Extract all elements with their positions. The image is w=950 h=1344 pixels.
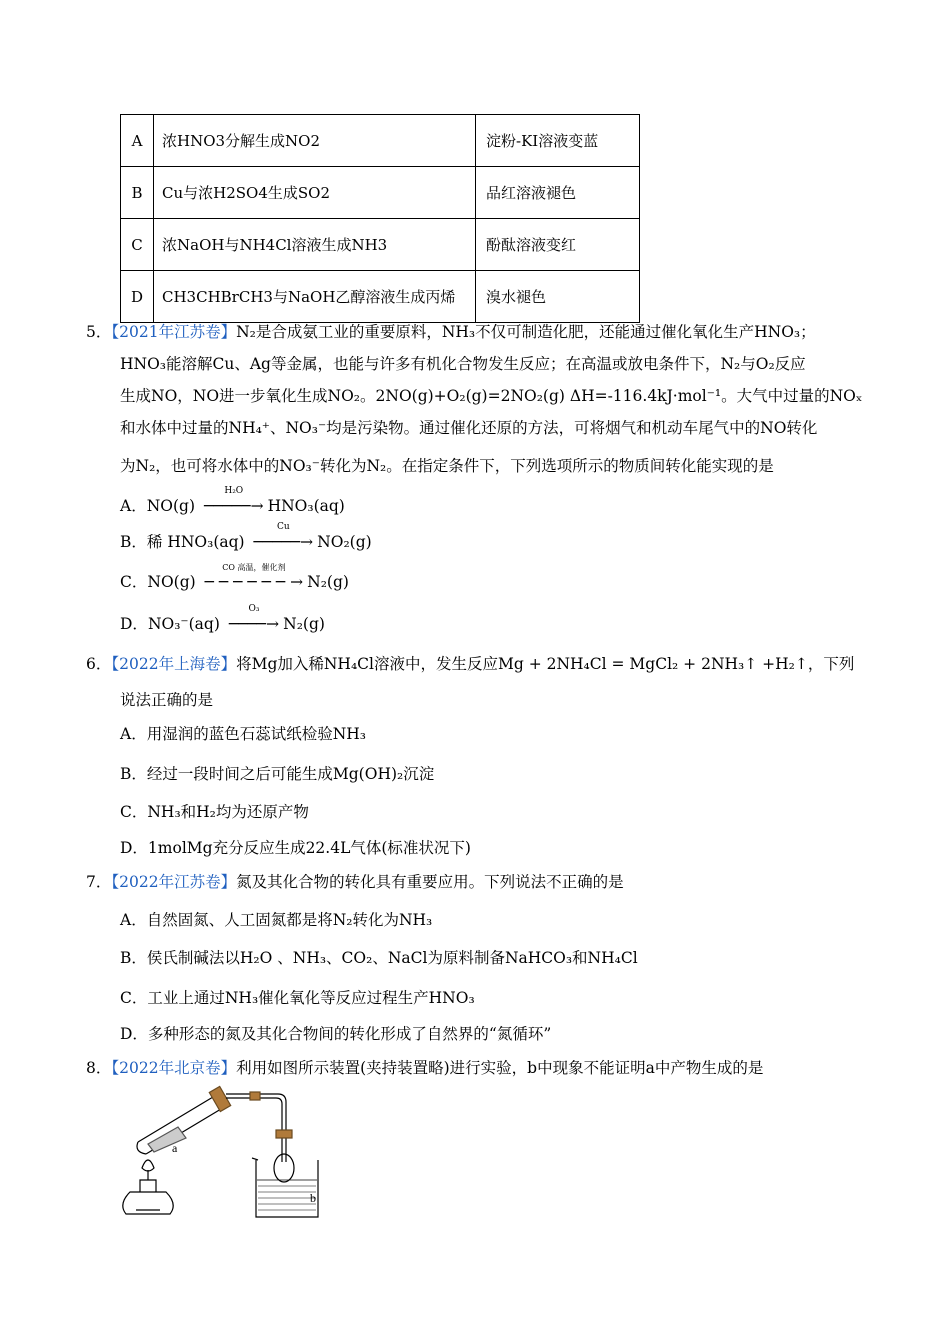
row-content: CH3CHBrCH3与NaOH乙醇溶液生成丙烯 [154,271,476,323]
question-source-tag: 【2022年江苏卷】 [111,873,237,891]
q6-first-line [86,652,854,674]
row-content: Cu与浓H2SO4生成SO2 [154,167,476,219]
q6-option-a: A．用湿润的蓝色石蕊试纸检验NH₃ [120,725,366,743]
q7-first-line [86,870,624,892]
reaction-arrow-icon: Cu ─────→ [250,533,318,551]
question-number: 7． [86,873,112,891]
row-result: 溴水褪色 [476,271,640,323]
q5-stem-line: HNO₃能溶解Cu、Ag等金属，也能与许多有机化合物发生反应；在高温或放电条件下，N₂与O₂反应 [120,355,806,373]
q6-stem-line: 说法正确的是 [120,691,214,709]
question-number: 6． [86,655,112,673]
row-content: 浓NaOH与NH4Cl溶液生成NH3 [154,219,476,271]
row-result: 品红溶液褪色 [476,167,640,219]
row-result: 酚酞溶液变红 [476,219,640,271]
q5-stem-line: 为N₂，也可将水体中的NO₃⁻转化为N₂。在指定条件下，下列选项所示的物质间转化能实现的是 [120,457,774,475]
reaction-arrow-icon: CO 高温，催化剂 ─ ─ ─ ─ ─ ─ → [201,573,308,591]
reaction-arrow-icon: H₂O ─────→ [200,497,268,515]
row-content: 浓HNO3分解生成NO2 [154,115,476,167]
q7-option-b: B．侯氏制碱法以H₂O 、NH₃、CO₂、NaCl为原料制备NaHCO₃和NH₄Cl [120,949,638,967]
q5-option-a [120,486,345,516]
table-row [121,219,640,271]
q6-option-b: B．经过一段时间之后可能生成Mg(OH)₂沉淀 [120,765,435,783]
option-product: N₂(g) [283,615,325,633]
option-reactant: 稀 HNO₃(aq) [146,533,245,551]
options-table [120,114,640,323]
row-key: D [121,271,154,323]
table-row [121,115,640,167]
row-key: A [121,115,154,167]
q8-first-line [86,1056,763,1078]
option-reactant: NO(g) [147,573,196,591]
arrow-condition: Cu [277,522,290,532]
q5-first-line [86,320,816,342]
q7-option-a: A．自然固氮、人工固氮都是将N₂转化为NH₃ [120,911,433,929]
apparatus-diagram [118,1082,358,1227]
q8-stem: 利用如图所示装置(夹持装置略)进行实验，b中现象不能证明a中产物生成的是 [236,1059,764,1077]
table-row [121,271,640,323]
option-product: NO₂(g) [317,533,372,551]
option-label: B． [120,533,147,551]
arrow-condition: H₂O [224,486,244,496]
q6-option-d: D．1molMg充分反应生成22.4L气体(标准状况下) [120,839,471,857]
question-source-tag: 【2021年江苏卷】 [111,323,237,341]
option-product: HNO₃(aq) [267,497,345,515]
q5-option-b [120,522,372,552]
row-key: C [121,219,154,271]
q5-stem-line: N₂是合成氨工业的重要原料，NH₃不仅可制造化肥，还能通过催化氧化生产HNO₃； [236,323,816,341]
option-reactant: NO(g) [146,497,195,515]
test-tube-icon [137,1094,226,1154]
question-source-tag: 【2022年上海卷】 [111,655,237,673]
arrow-condition: CO 高温，催化剂 [222,563,286,572]
q5-option-d [120,604,325,634]
row-result: 淀粉-KI溶液变蓝 [476,115,640,167]
question-number: 8． [86,1059,112,1077]
q5-option-c [120,563,349,592]
q7-option-c: C．工业上通过NH₃催化氧化等反应过程生产HNO₃ [120,989,475,1007]
option-label: D． [120,615,148,633]
label-a: a [172,1141,178,1155]
arrow-condition: O₃ [248,604,260,614]
label-b: b [310,1191,316,1205]
option-product: N₂(g) [307,573,349,591]
question-source-tag: 【2022年北京卷】 [111,1059,237,1077]
alcohol-lamp-icon [123,1160,173,1214]
q5-stem-line: 和水体中过量的NH₄⁺、NO₃⁻均是污染物。通过催化还原的方法，可将烟气和机动车尾气中的NO转化 [120,419,818,437]
option-label: A． [120,497,147,515]
q6-stem-line: 将Mg加入稀NH₄Cl溶液中，发生反应Mg + 2NH₄Cl = MgCl₂ + 2NH₃↑ +H₂↑，下列 [236,655,855,673]
reaction-arrow-icon: O₃ ────→ [225,615,283,633]
q6-option-c: C．NH₃和H₂均为还原产物 [120,803,309,821]
q7-stem: 氮及其化合物的转化具有重要应用。下列说法不正确的是 [236,873,624,891]
question-number: 5． [86,323,112,341]
option-reactant: NO₃⁻(aq) [147,615,220,633]
option-label: C． [120,573,148,591]
q5-stem-line: 生成NO，NO进一步氧化生成NO₂。2NO(g)+O₂(g)=2NO₂(g) ΔH=-116.4kJ·mol⁻¹。大气中过量的NOₓ [120,387,863,405]
q7-option-d: D．多种形态的氮及其化合物间的转化形成了自然界的“氮循环” [120,1025,552,1043]
row-key: B [121,167,154,219]
table-row [121,167,640,219]
